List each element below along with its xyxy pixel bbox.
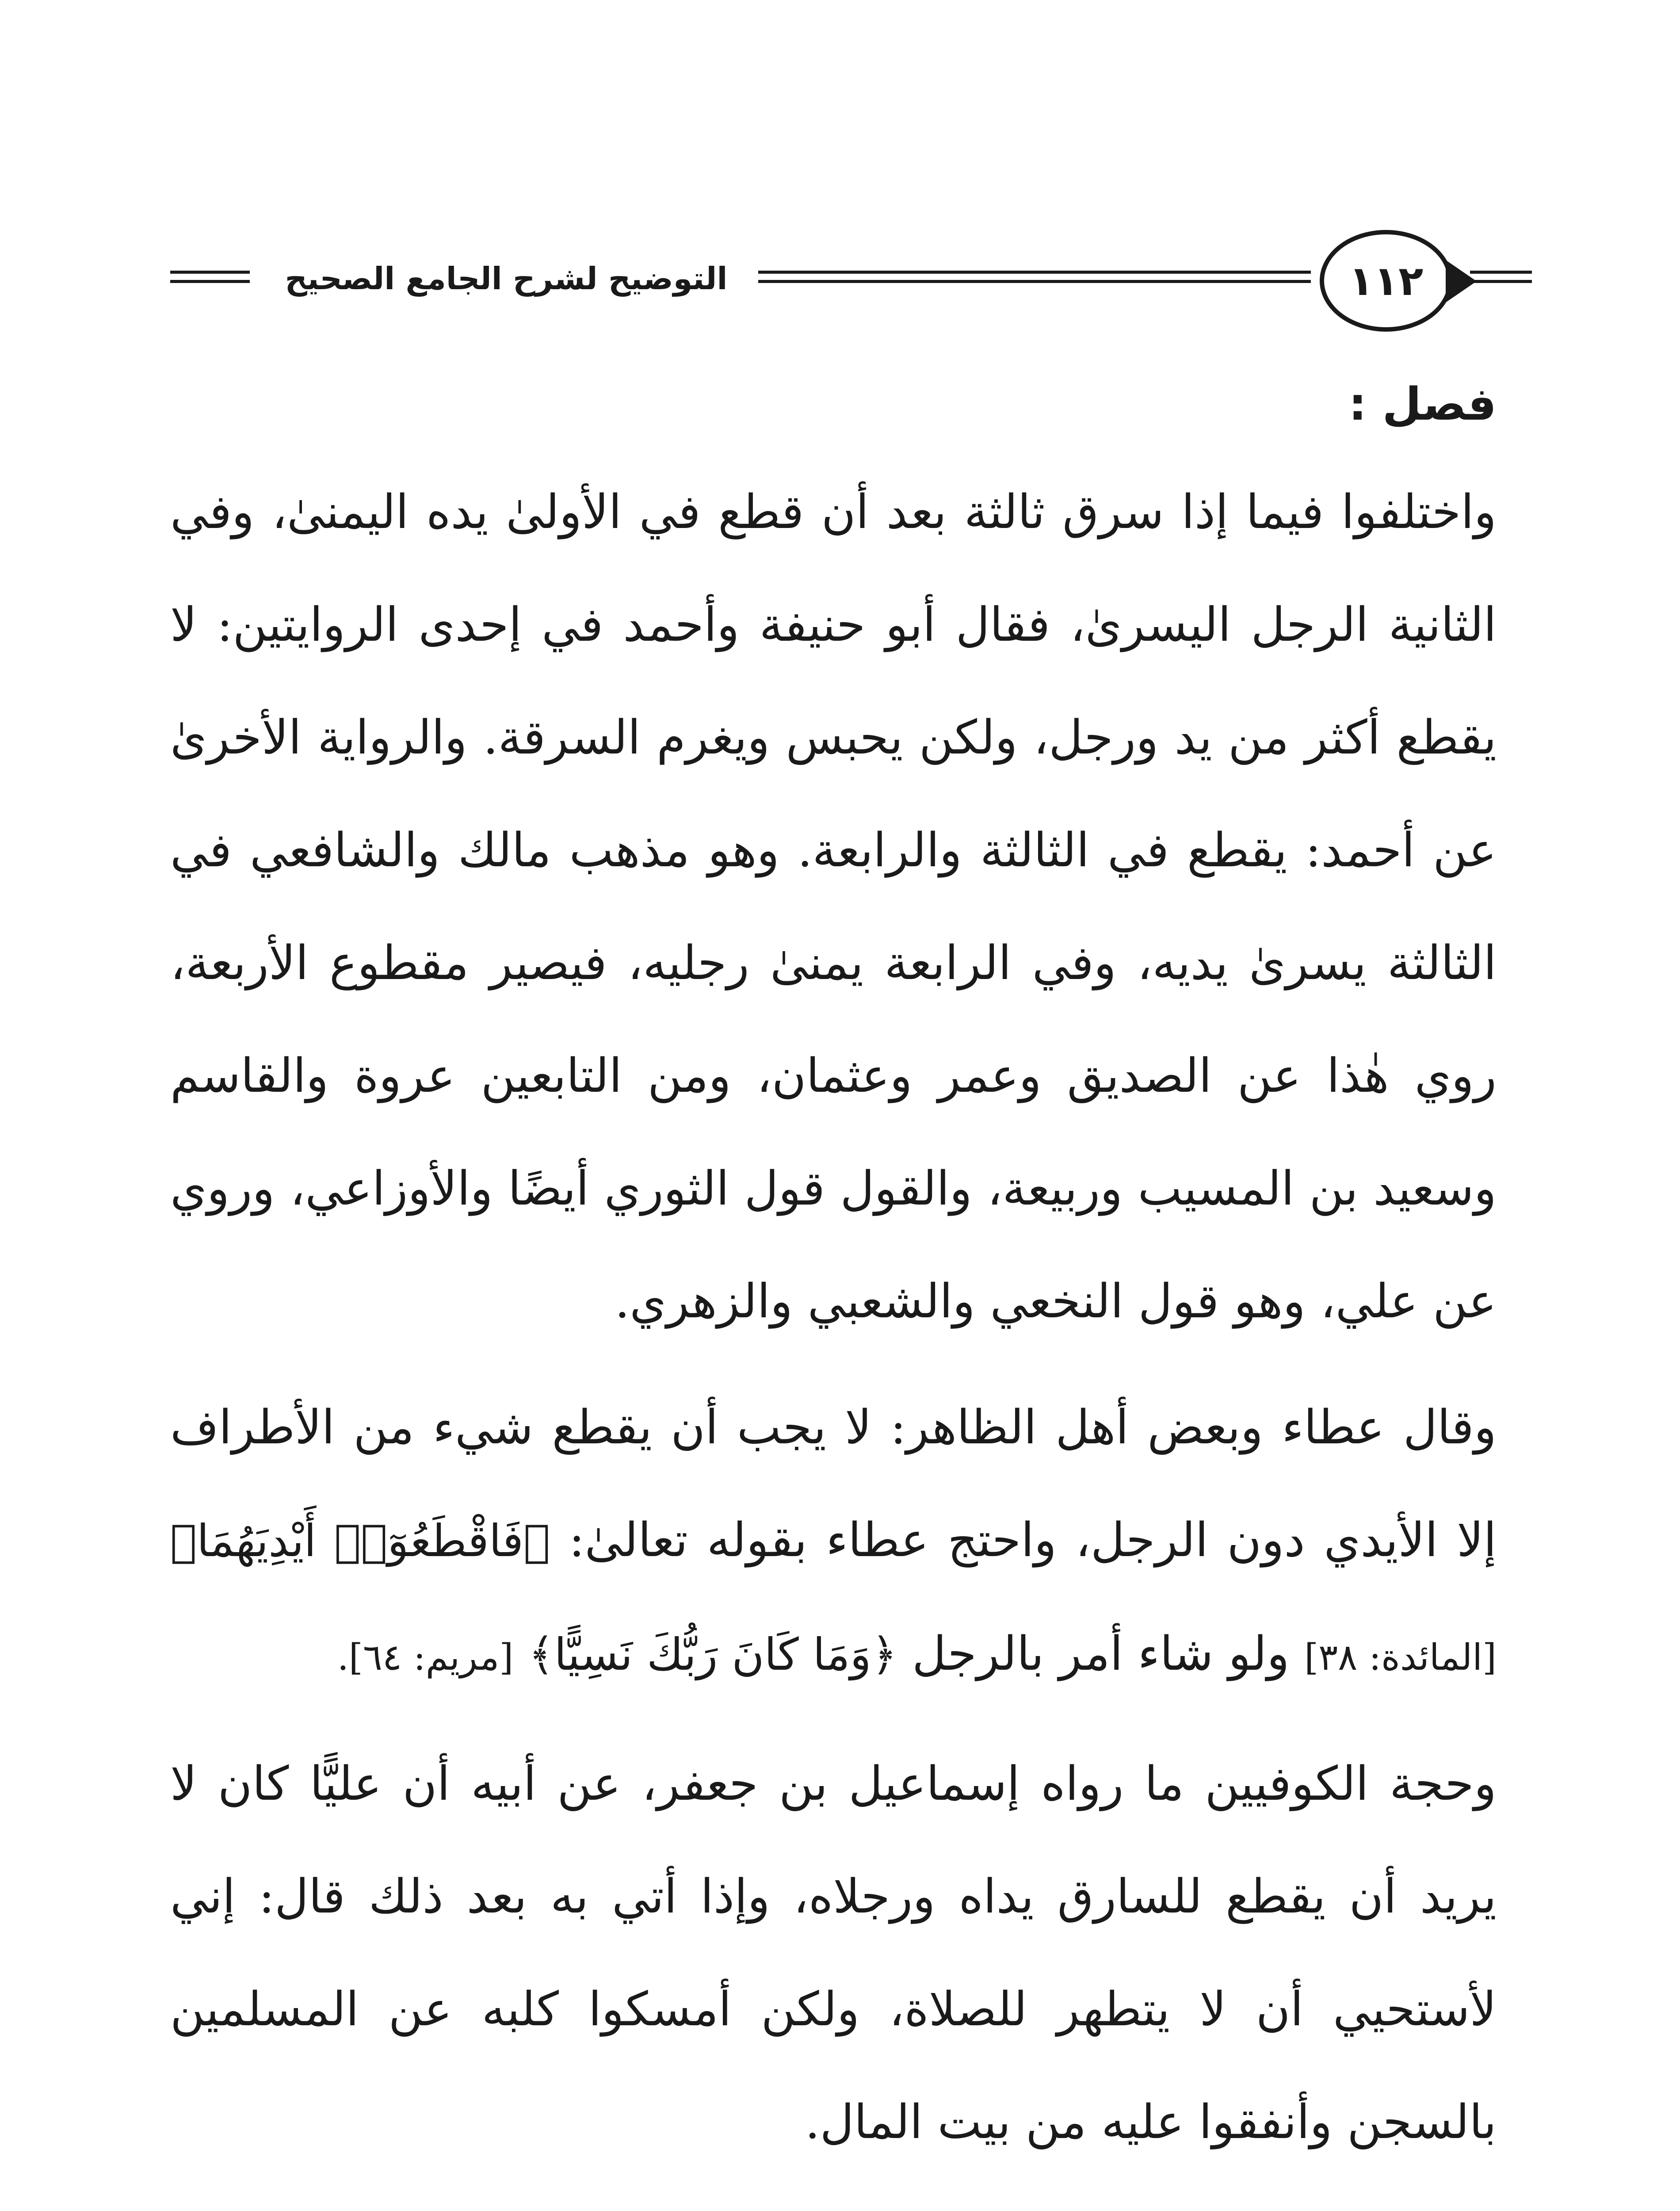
page-number: ١١٢	[1320, 230, 1452, 332]
quran-verse: ﴿وَمَا كَانَ رَبُّكَ نَسِيًّا﴾	[528, 1629, 897, 1680]
paragraph-3: وحجة الكوفيين ما رواه إسماعيل بن جعفر، عن أبيه أن عليًّا كان لا يريد أن يقطع للسارق يداه ورجلاه، وإذا أتي به بعد ذلك قال: إني لأستحيي أن لا يتطهر للصلاة، ولكن أمسكوا كلبه عن المسلمين بالسجن وأنفقوا عليه من بيت المال.	[170, 1756, 1497, 2149]
running-title: التوضيح لشرح الجامع الصحيح	[285, 260, 728, 297]
section-heading: فصل :	[1348, 378, 1497, 431]
verse-reference: [المائدة: ٣٨]	[1304, 1637, 1497, 1679]
paragraph-1: واختلفوا فيما إذا سرق ثالثة بعد أن قطع في الأولىٰ يده اليمنىٰ، وفي الثانية الرجل اليسرىٰ، فقال أبو حنيفة وأحمد في إحدى الروايتين: لا يقطع أكثر من يد ورجل، ولكن يحبس ويغرم السرقة. والرواية الأخرىٰ عن أحمد: يقطع في الثالثة والرابعة. وهو مذهب مالك والشافعي في الثالثة يسرىٰ يديه، وفي الرابعة يمنىٰ رجليه، فيصير مقطوع الأربعة، روي هٰذا عن الصديق وعمر وعثمان، ومن التابعين عروة والقاسم وسعيد بن المسيب وربيعة، والقول قول الثوري أيضًا والأوزاعي، وروي عن علي، وهو قول النخعي والشعبي والزهري.	[170, 485, 1497, 1328]
header-rule-right	[1470, 271, 1532, 283]
paragraph-2-text: وقال عطاء وبعض أهل الظاهر: لا يجب أن يقطع شيء من الأطراف إلا الأيدي دون الرجل، واحتج عطاء بقوله تعالىٰ:	[170, 1400, 1497, 1567]
page-body	[170, 354, 1497, 2211]
header-rule-middle	[758, 271, 1311, 283]
page-header	[170, 230, 1532, 332]
paragraph-2-middle: ولو شاء أمر بالرجل	[912, 1626, 1290, 1681]
verse-reference: [مريم: ٦٤].	[337, 1637, 514, 1679]
quran-verse: ﴿فَاقْطَعُوٓا۟ أَيْدِيَهُمَا﴾	[170, 1515, 550, 1567]
header-rule-left	[170, 271, 250, 283]
paragraph-2	[170, 1371, 1497, 1714]
paragraph-4	[170, 2192, 1497, 2211]
